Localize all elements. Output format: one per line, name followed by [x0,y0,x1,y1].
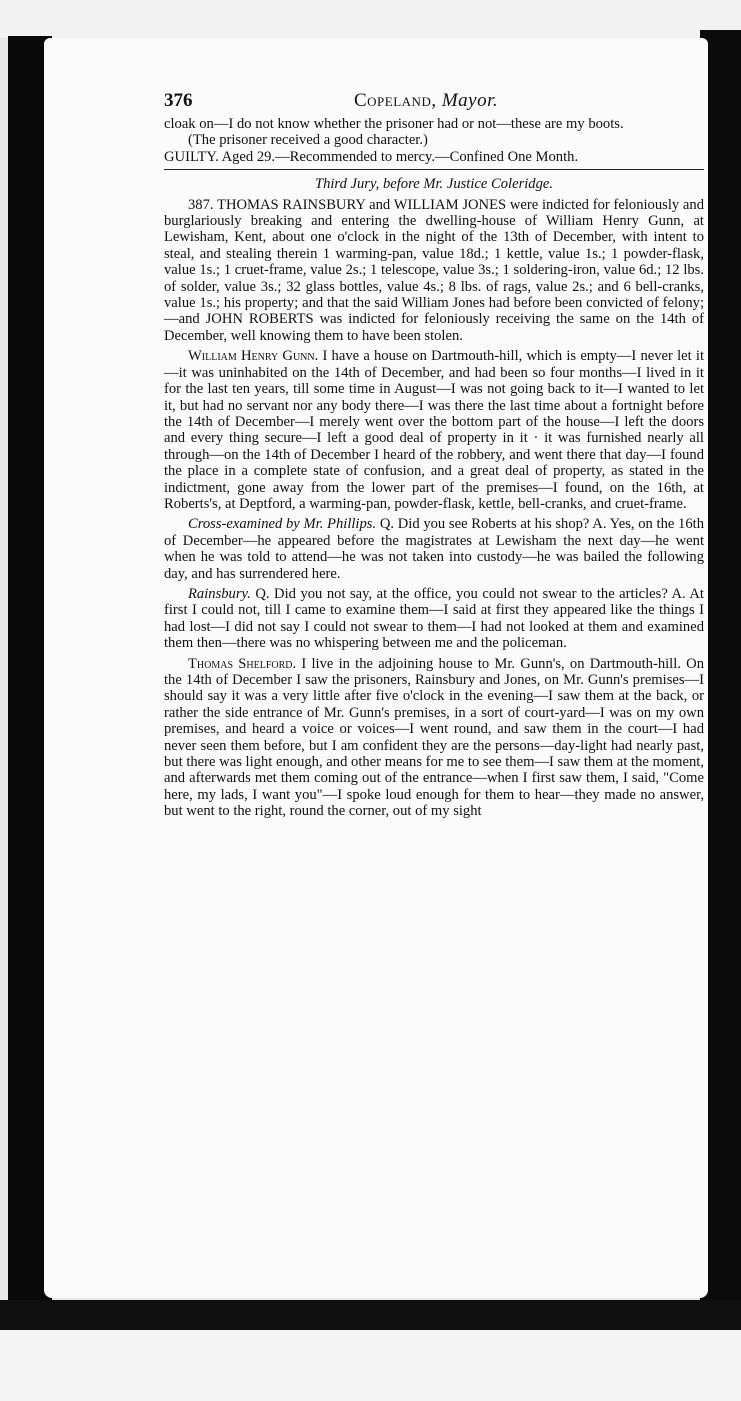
speaker-name: Cross-examined by Mr. Phillips. [188,516,377,533]
jury-heading [164,176,704,192]
continued-testimony: cloak on—I do not know whether the prisoner had or not—these are my boots. [164,116,624,132]
indictment-paragraph: 387. THOMAS RAINSBURY and WILLIAM JONES were indicted for feloniously and burglariously breaking and entering the dwelling-house of William Henry Gunn, at Lewisham, Kent, about one o'clock in the night of the 13th of December, with intent to steal, and stealing therein 1 warming-pan, value 18d.; 1 kettle, value 1s.; 1 powder-flask, value 1s.; 1 cruet-frame, value 2s.; 1 telescope, value 3s.; 1 soldering-iron, value 6d.; 12 lbs. of solder, value 3s.; 32 glass bottles, value 4s.; 8 lbs. of rags, value 2s.; and 6 bell-cranks, value 1s.; his property; and that the said William Jones had before been convicted of felony;—and JOHN ROBERTS was indicted for feloniously receiving the same on the 14th of December, well knowing them to have been stolen. [164,196,704,344]
testimony-rainsbury [164,586,704,652]
page-header [164,90,704,116]
running-head-title: Mayor. [441,90,499,111]
speaker-name: Rainsbury. [188,585,251,602]
testimony-text: I have a house on Dartmouth-hill, which is empty—I never let it—it was uninhabited on the 14th of December, and had been so four months—I lived in it for the last ten years, till some time in August—I was not going back to it—I wanted to let it, but had no servant nor any body there—I was there the last time about a fortnight before the 14th of December—I merely went over the bottom part of the house—I left the doors and every thing secure—I left a good deal of property in it · it was furnished nearly all through—on the 14th of December I heard of the robbery, and went there that day—I found the place in a complete state of confusion, and a great deal of property, as stated in the indictment, gone away from the lower part of the premises—I found, on the 16th, at Roberts's, at Deptford, a warming-pan, powder-flask, kettle, bell-cranks, and cruet-frame. [164,348,704,512]
testimony-text: Q. Did you not say, at the office, you could not swear to the articles? A. At first I could not, till I came to examine them—I said at first they appeared like the things I had lost—I did not say I could not swear to them—I had not looked at them and examined them then—there was no whispering between me and the policeman. [164,585,704,652]
character-note: (The prisoner received a good character.) [188,132,428,149]
scan-top-edge [0,0,741,38]
section-divider [164,169,704,170]
testimony-shelford [164,656,704,820]
speaker-name: William Henry Gunn. [188,348,319,365]
running-head [354,90,498,112]
book-page [44,38,708,1298]
speaker-name: Thomas Shelford. [188,655,297,672]
testimony-gunn [164,348,704,512]
testimony-text: I live in the adjoining house to Mr. Gunn's, on Dartmouth-hill. On the 14th of December I saw the prisoners, Rainsbury and Jones, on Mr. Gunn's premises—I should say it was a very little after five o'clock in the evening—I saw them at the back, or rather the side entrance of Mr. Gunn's premises, in a sort of court-yard—I was on my own premises, and heard a voice or voices—I went round, and saw them in the court—I had never seen them before, but I am confident they are the persons—day-light had nearly past, but there was light enough, and other means for me to see them—I saw them at the moment, and afterwards met them coming out of the entrance—when I first saw them, I said, "Come here, my lads, I want you"—I spoke loud enough for them to hear—they made no answer, but went to the right, round the corner, out of my sight [164,655,704,820]
jury-heading-text: Third Jury, before Mr. Justice Coleridge. [314,176,554,193]
page-number: 376 [164,90,193,111]
scan-bottom-margin [0,1330,741,1401]
page-text-area [164,90,704,820]
running-head-name: Copeland, [354,90,442,111]
scan-bottom-edge [0,1300,741,1330]
cross-examination [164,516,704,582]
verdict-line: GUILTY. Aged 29.—Recommended to mercy.—Confined One Month. [164,148,579,165]
testimony-text: Q. Did you see Roberts at his shop? A. Yes, on the 16th of December—he appeared before the magistrates at Lewisham the next day—he went when he was told to attend—he was not taken into custody—he was bailed the following day, and has surrendered here. [164,516,705,582]
